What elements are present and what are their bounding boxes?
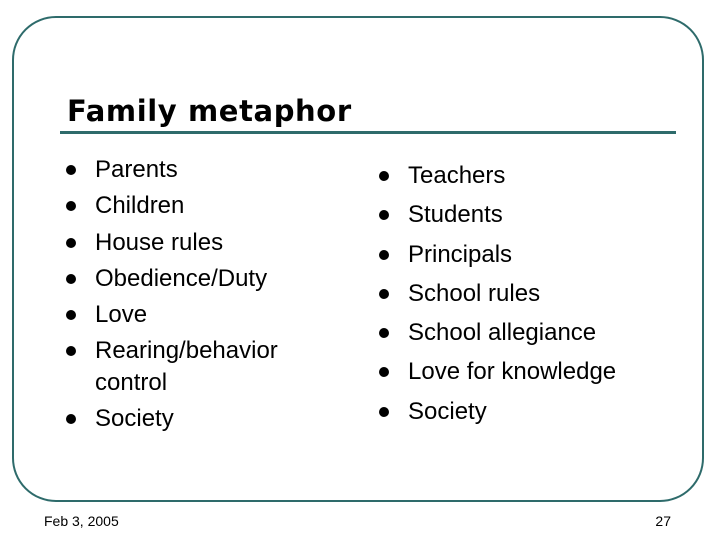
list-item-text: Parents bbox=[95, 156, 178, 183]
list-item-text: Students bbox=[408, 201, 503, 229]
page-number: 27 bbox=[655, 513, 671, 529]
list-item bbox=[61, 152, 331, 188]
list-item bbox=[374, 274, 674, 313]
list-item-text: House rules bbox=[95, 228, 224, 256]
list-item-text: Love for knowledge bbox=[408, 358, 617, 386]
list-item bbox=[374, 195, 674, 234]
list-item-text: School allegiance bbox=[408, 319, 597, 347]
list-item bbox=[61, 225, 331, 261]
bullet-icon bbox=[66, 274, 76, 284]
bullet-icon bbox=[379, 407, 389, 417]
list-item-text: Children bbox=[95, 192, 185, 220]
list-item bbox=[374, 156, 674, 195]
list-item bbox=[61, 401, 331, 437]
school-list bbox=[374, 156, 674, 431]
list-item-text: Teachers bbox=[408, 162, 506, 189]
bullet-icon bbox=[379, 289, 389, 299]
footer-date: Feb 3, 2005 bbox=[44, 513, 119, 529]
list-item-text: Rearing/behavior control bbox=[95, 337, 278, 397]
list-item-text: Society bbox=[408, 397, 487, 425]
list-item bbox=[374, 352, 674, 391]
list-item-text: Love bbox=[95, 301, 148, 329]
list-item bbox=[61, 333, 331, 401]
slide-title: Family metaphor bbox=[67, 94, 352, 128]
list-item bbox=[61, 261, 331, 297]
bullet-icon bbox=[66, 238, 76, 248]
bullet-icon bbox=[379, 328, 389, 338]
list-item-text: School rules bbox=[408, 279, 541, 307]
bullet-icon bbox=[66, 165, 76, 175]
bullet-icon bbox=[379, 367, 389, 377]
title-underline bbox=[60, 131, 676, 134]
list-item-text: Society bbox=[95, 405, 174, 433]
bullet-icon bbox=[379, 250, 389, 260]
bullet-icon bbox=[66, 346, 76, 356]
bullet-icon bbox=[379, 171, 389, 181]
list-item bbox=[374, 235, 674, 274]
list-item bbox=[374, 313, 674, 352]
bullet-icon bbox=[66, 310, 76, 320]
bullet-icon bbox=[66, 414, 76, 424]
bullet-icon bbox=[66, 201, 76, 211]
list-item-text: Obedience/Duty bbox=[95, 264, 268, 292]
list-item-text: Principals bbox=[408, 240, 513, 268]
list-item bbox=[61, 297, 331, 333]
bullet-icon bbox=[379, 210, 389, 220]
list-item bbox=[61, 188, 331, 224]
family-list bbox=[61, 152, 331, 438]
list-item bbox=[374, 392, 674, 431]
